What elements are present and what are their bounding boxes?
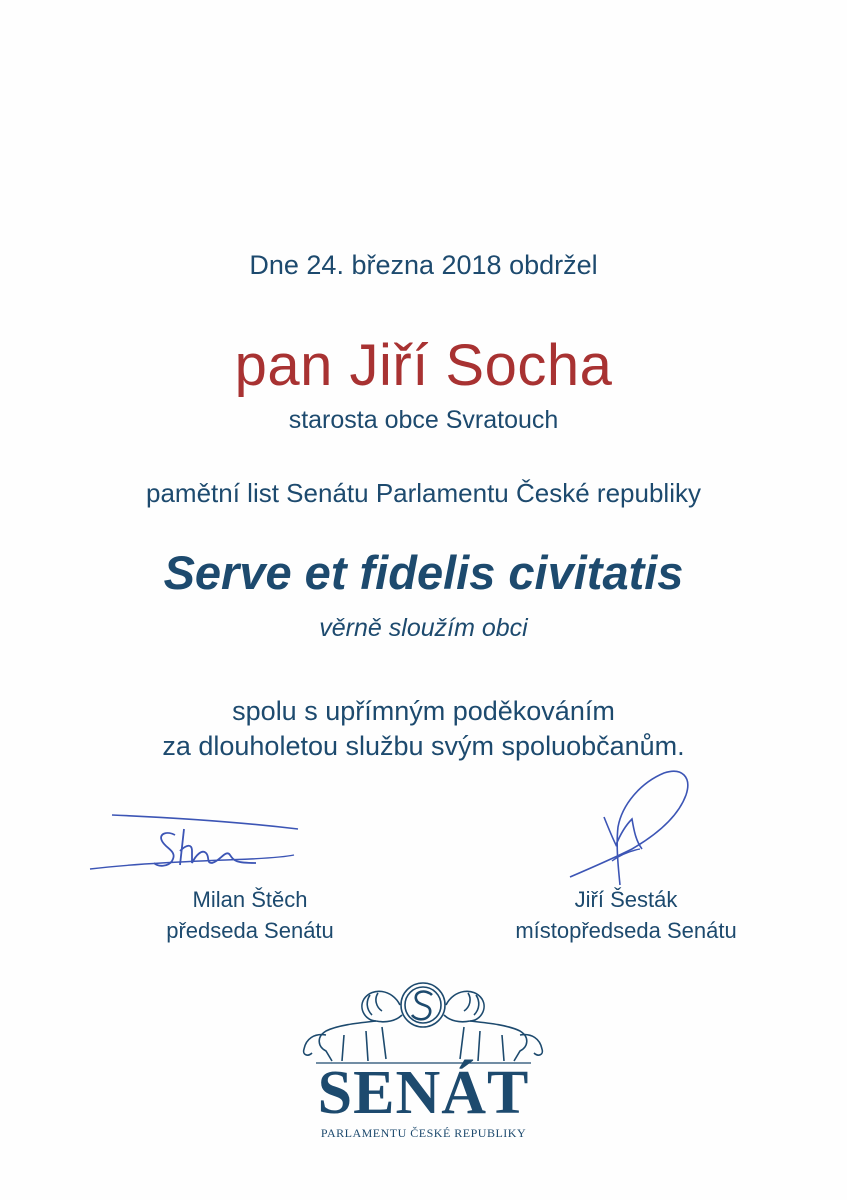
senate-subtitle: PARLAMENTU ČESKÉ REPUBLIKY bbox=[320, 1126, 527, 1140]
recipient-name: pan Jiří Socha bbox=[234, 333, 613, 398]
thanks-line-1: spolu s upřímným poděkováním bbox=[232, 696, 615, 726]
signature-right-icon bbox=[560, 765, 710, 900]
signer-right bbox=[476, 884, 776, 946]
recipient-role: starosta obce Svratouch bbox=[288, 406, 559, 434]
motto-translation: věrně sloužím obci bbox=[319, 614, 528, 642]
signer-right-name: Jiří Šesták bbox=[574, 887, 678, 912]
signer-right-title: místopředseda Senátu bbox=[515, 918, 737, 943]
thanks-line-2: za dlouholetou službu svým spoluobčanům. bbox=[162, 731, 685, 761]
signature-left-icon bbox=[80, 805, 320, 885]
intro-text: Dne 24. března 2018 obdržel bbox=[249, 250, 598, 280]
award-title: pamětní list Senátu Parlamentu České republiky bbox=[146, 478, 701, 508]
senate-wordmark: SENÁT bbox=[317, 1059, 530, 1127]
signer-left-name: Milan Štěch bbox=[192, 887, 308, 912]
lions-emblem-icon bbox=[296, 975, 551, 1070]
signer-left bbox=[100, 884, 400, 946]
motto: Serve et fidelis civitatis bbox=[163, 546, 684, 599]
signer-left-title: předseda Senátu bbox=[166, 918, 334, 943]
